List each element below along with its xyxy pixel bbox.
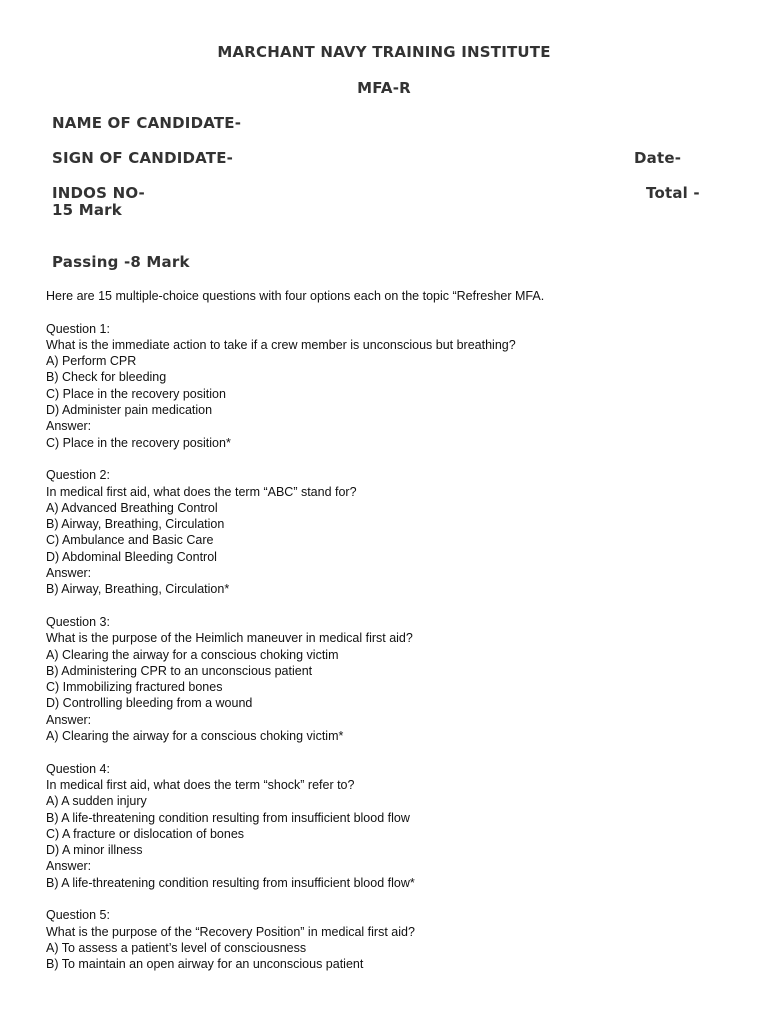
option-a: A) Clearing the airway for a conscious choking victim — [46, 647, 339, 662]
question-label: Question 5: — [46, 908, 110, 923]
question-label: Question 2: — [46, 468, 110, 483]
question-text: In medical first aid, what does the term “ABC” stand for? — [46, 484, 357, 499]
question-label: Question 1: — [46, 321, 110, 336]
option-a: A) Advanced Breathing Control — [46, 500, 218, 515]
question-text: What is the purpose of the Heimlich maneuver in medical first aid? — [46, 631, 413, 646]
course-title: MFA-R — [357, 79, 411, 97]
question-text: What is the purpose of the “Recovery Position” in medical first aid? — [46, 924, 415, 939]
answer-label: Answer: — [46, 419, 92, 434]
indos-no-label: INDOS NO- — [52, 184, 145, 202]
answer-value: B) A life-threatening condition resulting from insufficient blood flow* — [46, 875, 415, 890]
answer-value: A) Clearing the airway for a conscious choking victim* — [46, 729, 344, 744]
sign-of-candidate-label: SIGN OF CANDIDATE- — [52, 149, 234, 167]
intro-text: Here are 15 multiple-choice questions with four options each on the topic “Refresher MFA. — [46, 289, 545, 303]
option-d: D) Controlling bleeding from a wound — [46, 696, 253, 711]
answer-label: Answer: — [46, 859, 92, 874]
option-d: D) Administer pain medication — [46, 403, 213, 418]
name-of-candidate-label: NAME OF CANDIDATE- — [52, 114, 242, 132]
institute-title: MARCHANT NAVY TRAINING INSTITUTE — [217, 43, 551, 61]
option-c: C) A fracture or dislocation of bones — [46, 826, 245, 841]
option-c: C) Place in the recovery position — [46, 386, 226, 401]
option-b: B) Airway, Breathing, Circulation — [46, 517, 225, 532]
question-block — [46, 321, 746, 451]
total-label: Total - — [646, 184, 700, 202]
answer-value: C) Place in the recovery position* — [46, 435, 231, 450]
passing-marks: Passing -8 Mark — [52, 253, 190, 271]
option-a: A) Perform CPR — [46, 354, 137, 369]
option-d: D) A minor illness — [46, 843, 143, 858]
option-d: D) Abdominal Bleeding Control — [46, 549, 217, 564]
option-c: C) Ambulance and Basic Care — [46, 533, 214, 548]
question-block — [46, 761, 746, 891]
option-c: C) Immobilizing fractured bones — [46, 680, 223, 695]
question-block — [46, 907, 746, 972]
question-text: What is the immediate action to take if a crew member is unconscious but breathing? — [46, 337, 516, 352]
option-b: B) A life-threatening condition resulting from insufficient blood flow — [46, 810, 410, 825]
answer-label: Answer: — [46, 712, 92, 727]
question-block — [46, 467, 746, 597]
answer-label: Answer: — [46, 566, 92, 581]
total-marks-value: 15 Mark — [52, 201, 122, 219]
question-block — [46, 614, 746, 744]
question-body — [46, 288, 746, 972]
date-label: Date- — [634, 149, 682, 167]
option-b: B) Administering CPR to an unconscious patient — [46, 663, 313, 678]
question-label: Question 4: — [46, 761, 110, 776]
option-b: B) Check for bleeding — [46, 370, 167, 385]
question-label: Question 3: — [46, 614, 110, 629]
option-a: A) To assess a patient’s level of consciousness — [46, 940, 307, 955]
option-a: A) A sudden injury — [46, 794, 147, 809]
question-text: In medical first aid, what does the term “shock” refer to? — [46, 777, 355, 792]
option-b: B) To maintain an open airway for an unconscious patient — [46, 957, 364, 972]
answer-value: B) Airway, Breathing, Circulation* — [46, 582, 230, 597]
